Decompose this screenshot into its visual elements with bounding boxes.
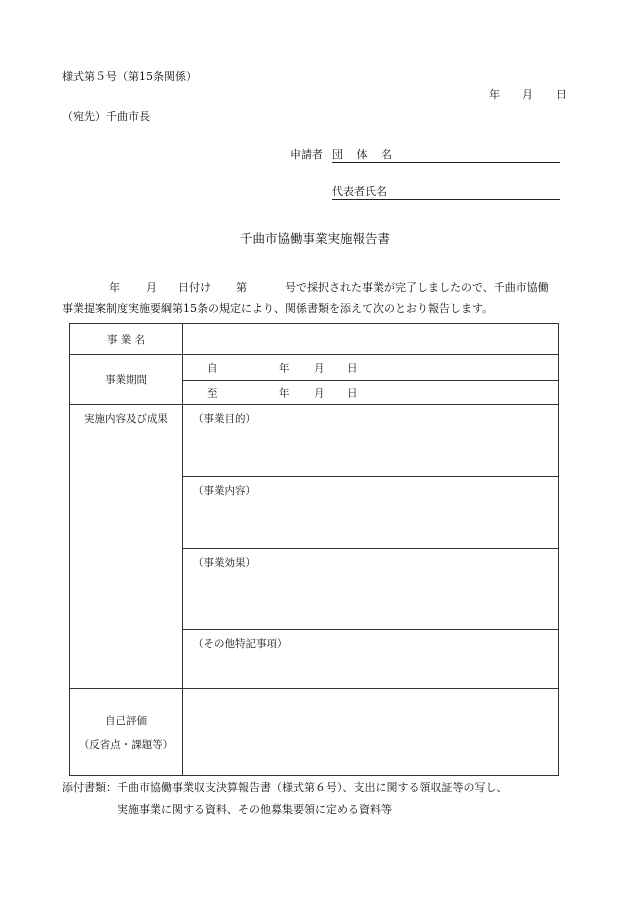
group-name-label: 団 体 名 bbox=[332, 148, 397, 161]
date-year-label: 年 bbox=[489, 88, 500, 101]
period-label: 事業期間 bbox=[105, 374, 147, 386]
period-to-row[interactable] bbox=[183, 381, 559, 405]
other-notes-field[interactable] bbox=[183, 630, 559, 689]
project-name-label-cell bbox=[70, 324, 183, 355]
period-from-year: 年 bbox=[279, 362, 290, 374]
project-name-label: 事 業 名 bbox=[106, 333, 146, 346]
purpose-field[interactable] bbox=[183, 405, 559, 477]
form-number: 様式第５号（第15条関係） bbox=[62, 70, 197, 83]
body-month: 月 bbox=[146, 281, 157, 294]
content-sub-label: （事業内容） bbox=[193, 485, 256, 497]
body-dai: 第 bbox=[236, 281, 247, 294]
self-evaluation-label: 自己評価 bbox=[105, 714, 147, 727]
group-name-field[interactable] bbox=[332, 149, 560, 163]
effect-field[interactable] bbox=[183, 549, 559, 630]
attachments-line2: 実施事業に関する資料、その他募集要領に定める資料等 bbox=[117, 803, 392, 816]
other-notes-label: （その他特記事項） bbox=[193, 638, 288, 650]
applicant-label: 申請者 bbox=[290, 148, 323, 161]
self-evaluation-label-cell bbox=[70, 689, 183, 776]
representative-name-field[interactable] bbox=[332, 186, 560, 200]
report-table bbox=[69, 323, 559, 776]
date-month-label: 月 bbox=[522, 88, 533, 101]
body-line1-rest: 号で採択された事業が完了しましたので、千曲市協働 bbox=[285, 281, 549, 294]
self-evaluation-sublabel: （反省点・課題等） bbox=[78, 738, 174, 751]
period-to-month: 月 bbox=[314, 387, 325, 399]
content-label: 実施内容及び成果 bbox=[84, 413, 168, 425]
period-to-day: 日 bbox=[347, 387, 358, 399]
project-name-field[interactable] bbox=[183, 324, 559, 355]
period-from-label: 自 bbox=[207, 362, 218, 374]
period-from-month: 月 bbox=[314, 362, 325, 374]
period-from-day: 日 bbox=[347, 362, 358, 374]
representative-name-label: 代表者氏名 bbox=[332, 185, 387, 198]
content-field[interactable] bbox=[183, 477, 559, 549]
period-to-year: 年 bbox=[279, 387, 290, 399]
body-line2: 事業提案制度実施要綱第15条の規定により、関係書類を添えて次のとおり報告します。 bbox=[62, 302, 494, 315]
effect-label: （事業効果） bbox=[193, 557, 256, 569]
addressee: （宛先）千曲市長 bbox=[62, 110, 150, 123]
purpose-label: （事業目的） bbox=[193, 413, 256, 425]
self-evaluation-field[interactable] bbox=[183, 689, 559, 776]
body-date-suffix: 日付け bbox=[178, 281, 211, 294]
period-from-row[interactable] bbox=[183, 355, 559, 381]
content-label-cell bbox=[70, 405, 183, 689]
attachments-line1: 添付書類：千曲市協働事業収支決算報告書（様式第６号）、支出に関する領収証等の写し、 bbox=[62, 781, 508, 794]
document-title: 千曲市協働事業実施報告書 bbox=[240, 231, 391, 246]
date-day-label: 日 bbox=[556, 88, 567, 101]
period-label-cell bbox=[70, 355, 183, 405]
body-year: 年 bbox=[109, 281, 120, 294]
period-to-label: 至 bbox=[207, 387, 218, 399]
